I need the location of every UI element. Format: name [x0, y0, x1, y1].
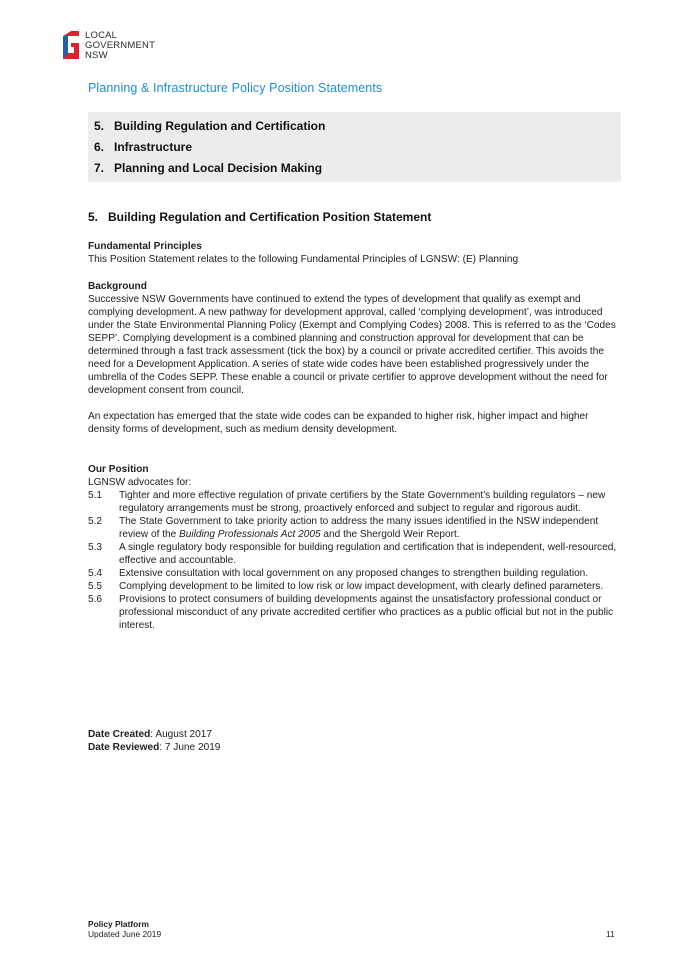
principles-text: This Position Statement relates to the following Fundamental Principles of LGNSW: (E) Planning: [88, 254, 519, 265]
date-reviewed: Date Reviewed: 7 June 2019: [88, 742, 221, 753]
background-paragraph: An expectation has emerged that the state wide codes can be expanded to higher risk, higher impact and higher density forms of development, such as medium density development.: [88, 411, 589, 435]
lgnsw-g-icon: [62, 30, 80, 60]
act-title: Building Professionals Act 2005: [179, 529, 321, 540]
list-item: 5.4 Extensive consultation with local government on any proposed changes to strengthen building regulation.: [88, 568, 589, 579]
principles-block: [88, 240, 618, 266]
list-item: 5.2 The State Government to take priority action to address the many issues identified in the NSW independent review of the Building Professionals Act 2005 and the Shergold Weir Report.: [88, 516, 599, 540]
dates-block: [88, 728, 618, 754]
lgnsw-logo: [62, 30, 155, 61]
page-footer: [88, 919, 161, 939]
page-number: 11: [606, 929, 615, 939]
footer-updated: Updated June 2019: [88, 929, 162, 939]
toc-item: 7. Planning and Local Decision Making: [94, 161, 323, 175]
list-item: 5.6 Provisions to protect consumers of building developments against the unsatisfactory professional conduct or professional misconduct of any private accredited certifier who practices as a public official but not in the public interest.: [88, 594, 614, 631]
logo-wordmark: LOCAL GOVERNMENT NSW: [85, 30, 156, 61]
list-item: 5.1 Tighter and more effective regulation of private certifiers by the State Government’s building regulators – new regulatory arrangements must be strong, proactively enforced and subject to regular and rigorous audit.: [88, 490, 606, 514]
background-block: [88, 280, 618, 436]
table-of-contents: [88, 112, 621, 182]
section-heading: 5. Building Regulation and Certification Position Statement: [88, 210, 432, 224]
list-item: 5.3 A single regulatory body responsible for building regulation and certification that is independent, well-resourced, effective and accountable.: [88, 542, 617, 566]
toc-item: 6. Infrastructure: [94, 140, 193, 154]
principles-heading: Fundamental Principles: [88, 241, 202, 252]
list-item: 5.5 Complying development to be limited to low risk or low impact development, with clearly defined parameters.: [88, 581, 604, 592]
page-title: Planning & Infrastructure Policy Position Statements: [88, 81, 383, 95]
background-heading: Background: [88, 281, 147, 292]
footer-title: Policy Platform: [88, 919, 149, 929]
date-created: Date Created: August 2017: [88, 729, 213, 740]
toc-item: 5. Building Regulation and Certification: [94, 119, 326, 133]
position-heading: Our Position: [88, 464, 149, 475]
background-paragraph: Successive NSW Governments have continued to extend the types of development that qualify as exempt and complying development. A new pathway for development approval, called ‘complying development’, was introduced under the State Environmental Planning Policy (Exempt and Complying Codes) 2008. This is referred to as the ‘Codes SEPP’. Complying development is a combined planning and construction approval for development that can be determined through a fast track assessment (tick the box) by a council or private accredited certifier. This avoids the need for a Development Application. A series of state wide codes have been established progressively under the umbrella of the Codes SEPP. These enable a council or private certifier to approve development without the need for development consent from council.: [88, 294, 616, 396]
position-block: [88, 463, 618, 489]
position-intro: LGNSW advocates for:: [88, 477, 192, 488]
position-list: [88, 489, 618, 632]
